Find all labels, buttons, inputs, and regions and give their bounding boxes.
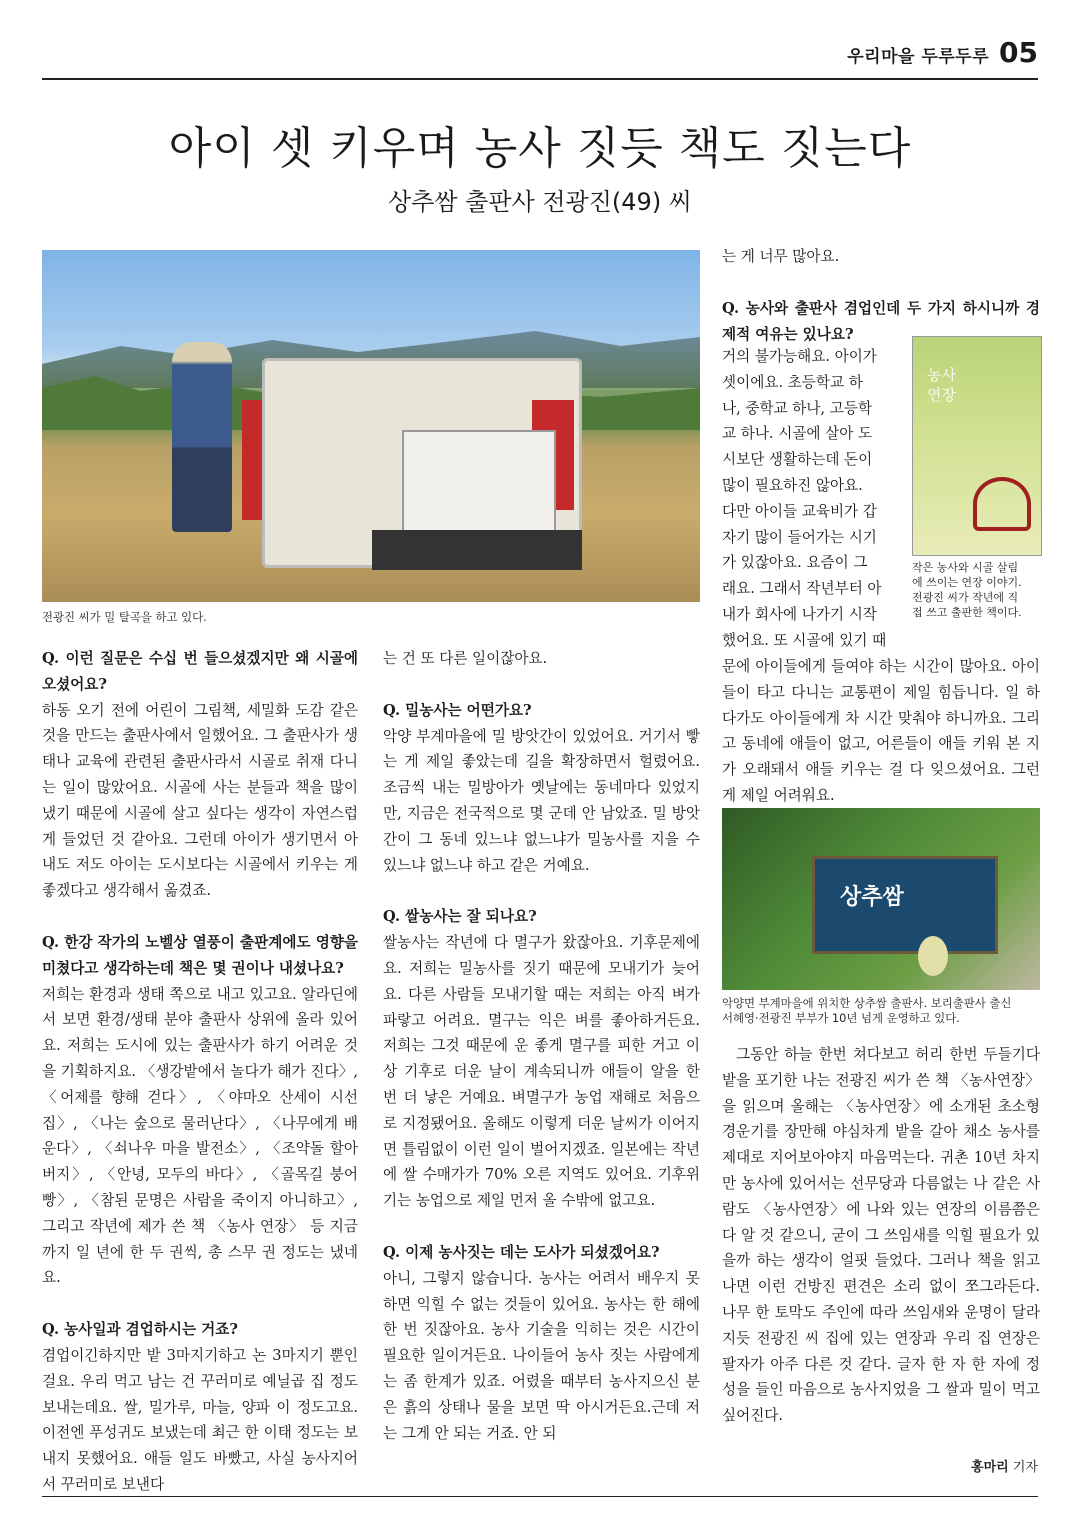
harvest-photo	[42, 250, 700, 602]
answer-7-line: 가 있잖아요. 요즘이 그	[722, 554, 868, 572]
answer-7-line: 자기 많이 들어가는 시기	[722, 528, 877, 546]
question-3: Q. 농사일과 겸업하시는 거죠?	[42, 1321, 238, 1339]
photo2-caption	[722, 996, 1042, 1026]
column-1	[42, 646, 358, 1498]
answer-7-line: 교 하나. 시골에 살아 도	[722, 425, 873, 443]
column-2	[383, 646, 700, 1446]
answer-4: 악양 부계마을에 밀 방앗간이 있었어요. 거기서 빻는 게 제일 좋았는데 길을 확장하면서 헐렸어요. 조금씩 내는 밀방아가 옛날에는 동네마다 있었지만, 지금은 전국적으로 몇 군데 안 남았죠. 밀 방앗간이 그 동네 있느냐 없느냐가 밀농사를 지을 수 있느냐 없느냐 하고 같은 거예요.	[383, 727, 700, 874]
answer-7-line: 내가 회사에 나가기 시작	[722, 605, 877, 623]
section-name: 우리마을 두루두루	[847, 47, 990, 67]
header-rule	[42, 78, 1038, 80]
answer-7-line: 시보단 생활하는데 돈이	[722, 451, 873, 469]
answer-7-line: 했어요. 또 시골에 있기 때	[722, 631, 887, 649]
answer-3: 겸업이긴하지만 밭 3마지기하고 논 3마지기 뿐인 걸요. 우리 먹고 남는 건 꾸러미로 예닐곱 집 정도 보내는데요. 쌀, 밀가루, 마늘, 양파 이 정도고요. 이전엔 푸성귀도 보냈는데 최근 한 이태 정도는 보내지 못했어요. 애들 일도 바빴고, 사실 농사지어서 꾸러미로 보낸다	[42, 1346, 358, 1493]
book-caption-line: 접 쓰고 출판한 책이다.	[912, 606, 1022, 619]
reporter-role: 기자	[1012, 1460, 1038, 1475]
photo1-caption: 전광진 씨가 밀 탈곡을 하고 있다.	[42, 610, 207, 624]
book-cover	[912, 336, 1042, 556]
question-7: Q. 농사와 출판사 겸업인데 두 가지 하시니까 경제적 여유는 있나요?	[722, 299, 1040, 343]
book-title	[927, 365, 956, 405]
article-title: 아이 셋 키우며 농사 짓듯 책도 짓는다	[168, 123, 912, 174]
answer-6: 아니, 그렇지 않습니다. 농사는 어려서 배우지 못하면 익힐 수 없는 것들이 있어요. 농사는 한 해에 한 번 짓잖아요. 농사 기술을 익히는 것은 시간이 필요한 일이거든요. 나이들어 농사 짓는 사람에게는 좀 한계가 있죠. 어렸을 때부터 농사지으신 분은 흙의 상태나 물을 보면 딱 아시거든요.근데 저는 그게 안 되는 거죠. 안 되	[383, 1269, 700, 1442]
answer-7-line: 다만 아이들 교육비가 갑	[722, 502, 877, 520]
machine-track	[372, 530, 582, 570]
answer-1: 하동 오기 전에 어린이 그림책, 세밀화 도감 같은 것을 만드는 출판사에서 일했어요. 그 출판사가 생태나 교육에 관련된 출판사라서 시골로 취재 다니는 일이 많았어요. 시골에 사는 분들과 책을 많이 냈기 때문에 시골에 살고 싶다는 생각이 자연스럽게 들었던 것 같아요. 그런데 아이가 생기면서 아내도 저도 아이는 도시보다는 시골에서 키우는 게 좋겠다고 생각해서 옮겼죠.	[42, 701, 358, 900]
byline	[971, 1456, 1038, 1475]
answer-5: 쌀농사는 작년에 다 멸구가 왔잖아요. 기후문제에요. 저희는 밀농사를 짓기 때문에 모내기가 늦어요. 다른 사람들 모내기할 때는 저희는 아직 벼가 파랗고 어려요. 멸구는 익은 벼를 좋아하거든요. 저희는 그것 때문에 운 좋게 멸구를 피한 거고 이상 기후로 더운 날이 계속되니까 애들이 알을 한 번 더 낳은 거예요. 벼멸구가 농업 재해로 처음으로 지정됐어요. 올해도 이렇게 더운 날씨가 이어지면 틀림없이 이런 일이 벌어지겠죠. 일본에는 작년에 쌀 수매가가 70% 오른 지역도 있어요. 기후위기는 농업으로 제일 먼저 올 수밖에 없고요.	[383, 934, 700, 1210]
answer-3-cont: 는 건 또 다른 일이잖아요.	[383, 650, 548, 667]
column-3-mid	[722, 654, 1040, 809]
book-caption-line: 에 쓰이는 연장 이야기.	[912, 576, 1022, 589]
book-title-line: 연장	[927, 386, 956, 404]
answer-7-line: 래요. 그래서 작년부터 아	[722, 580, 882, 598]
question-5: Q. 쌀농사는 잘 되나요?	[383, 908, 537, 926]
column-3-top	[722, 244, 1040, 347]
answer-7-line: 거의 불가능해요. 아이가	[722, 348, 877, 365]
reporter-essay: 그동안 하늘 한번 쳐다보고 허리 한번 두들기다 밭을 포기한 나는 전광진 씨가 쓴 책 〈농사연장〉을 읽으며 올해는 〈농사연장〉에 소개된 초소형 경운기를 장만해 야심차게 밭을 갈아 채소 농사를 제대로 지어보아야지 마음먹는다. 귀촌 10년 차지만 농사에 있어서는 선무당과 다름없는 나 같은 사람도 〈농사연장〉에 나와 있는 연장의 이름쯤은 다 알 것 같으니, 굳이 그 쓰임새를 익힐 필요가 있을까 하는 생각이 얼핏 들었다. 그러나 책을 읽고 나면 이런 건방진 편견은 소리 없이 쪼그라든다. 나무 한 토막도 주인에 따라 쓰임새와 운명이 달라지듯 전광진 씨 집에 있는 연장과 우리 집 연장은 팔자가 아주 다른 것 같다. 글자 한 자 한 자에 정성을 들인 마음으로 농사지었을 그 쌀과 밀이 먹고 싶어진다.	[722, 1046, 1040, 1425]
book-caption-line: 작은 농사와 시골 살림	[912, 561, 1019, 574]
reporter-name: 홍마리	[971, 1460, 1009, 1475]
question-4: Q. 밀농사는 어떤가요?	[383, 701, 532, 719]
answer-7-line: 셋이에요. 초등학교 하	[722, 373, 863, 391]
question-6: Q. 이제 농사짓는 데는 도사가 되셨겠어요?	[383, 1243, 660, 1261]
question-1: Q. 이런 질문은 수십 번 들으셨겠지만 왜 시골에 오셨어요?	[42, 650, 358, 693]
book-caption	[912, 560, 1042, 620]
tiller-illustration	[973, 477, 1031, 531]
gourd-shape	[918, 936, 948, 976]
page-number: 05	[999, 36, 1038, 69]
footer-rule	[42, 1496, 1038, 1497]
photo2-caption-line: 서혜영·전광진 부부가 10년 넘게 운영하고 있다.	[722, 1011, 960, 1025]
column-3-wrap	[722, 344, 898, 654]
page-header	[847, 36, 1038, 69]
farmer-figure	[172, 342, 232, 532]
answer-2: 저희는 환경과 생태 쪽으로 내고 있고요. 알라딘에서 보면 환경/생태 분야 출판사 상위에 올라 있어요. 저희는 도시에 있는 출판사가 하기 어려운 것을 기획하지요. 〈생강밭에서 놀다가 해가 진다〉, 〈어제를 향해 걷다〉, 〈야마오 산세이 시선집〉, 〈나는 숲으로 물러난다〉, 〈나무에게 배운다〉, 〈쇠나우 마을 발전소〉, 〈조약돌 할아버지〉, 〈안녕, 모두의 바다〉, 〈골목길 붕어빵〉, 〈참된 문명은 사람을 죽이지 아니하고〉, 그리고 작년에 제가 쓴 책 〈농사 연장〉 등 지금까지 일 년에 한 두 권씩, 총 스무 권 정도는 냈네요.	[42, 985, 358, 1287]
photo2-caption-line: 악양면 부계마을에 위치한 상추쌈 출판사. 보리출판사 출신	[722, 996, 1012, 1010]
publisher-sign-photo	[722, 808, 1040, 990]
question-2: Q. 한강 작가의 노벨상 열풍이 출판계에도 영향을 미쳤다고 생각하는데 책은 몇 권이나 내셨나요?	[42, 933, 358, 977]
answer-7-rest: 문에 아이들에게 들여야 하는 시간이 많아요. 아이들이 타고 다니는 교통편이 제일 힘듭니다. 일 하다가도 아이들에게 차 시간 맞춰야 하니까요. 그리고 동네에 애들이 없고, 어른들이 애들 키워 본 지가 오래돼서 애들 키우는 걸 다 잊으셨어요. 그런 게 제일 어려워요.	[722, 658, 1040, 804]
answer-7-line: 많이 필요하진 않아요.	[722, 476, 863, 494]
article-subtitle: 상추쌈 출판사 전광진(49) 씨	[388, 188, 692, 216]
answer-6-cont: 는 게 너무 많아요.	[722, 248, 840, 265]
book-caption-line: 전광진 씨가 작년에 직	[912, 591, 1019, 604]
answer-7-line: 나, 중학교 하나, 고등학	[722, 399, 873, 417]
sign-text: 상추쌈	[840, 885, 904, 910]
column-3-essay	[722, 1042, 1040, 1429]
book-title-line: 농사	[927, 366, 956, 384]
